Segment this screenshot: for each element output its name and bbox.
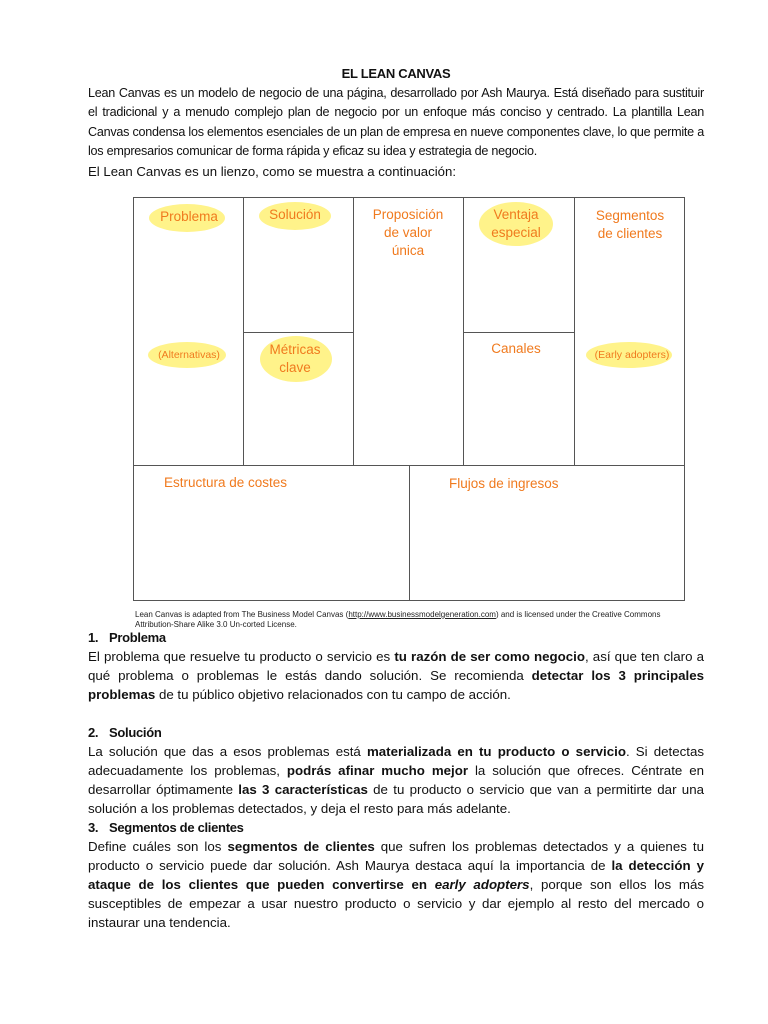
section-paragraph — [88, 742, 704, 818]
section-number: 1. — [88, 630, 99, 645]
bold-run: podrás afinar mucho mejor — [286, 763, 469, 778]
text-run: la solución que ofreces. Céntrate en desarrollar óptimamente — [88, 763, 705, 797]
text-run: , así que ten claro a qué problema o problemas le estás dando solución. Se recomienda — [88, 649, 704, 683]
intro-paragraph: Lean Canvas es un modelo de negocio de una página, desarrollado por Ash Maurya. Está diseñado para sustituir el tradicional y a menudo complejo plan de negocio por un enfoque más conciso y centrado. La plantilla Lean Canvas condensa los elementos esenciales de un plan de empresa en nueve componentes clave, lo que permite a los empresarios comunicar de forma rápida y eficaz su idea y estrategia de negocio. — [88, 86, 704, 158]
label-metricas — [249, 341, 341, 377]
section-paragraph — [88, 647, 704, 704]
lean-canvas-figure — [133, 197, 685, 601]
canvas-caption — [135, 610, 705, 629]
section-title: Segmentos de clientes — [109, 820, 244, 835]
document-title: EL LEAN CANVAS — [341, 66, 451, 81]
text-run: La solución que das a esos problemas está — [88, 744, 367, 759]
section-heading — [88, 628, 704, 647]
section-segmentos — [88, 818, 704, 932]
text-run: . Si detectas adecuadamente los problemas, — [88, 744, 705, 778]
label-problema: Problema — [160, 209, 218, 224]
text-run: que sufren los problemas detectados y a quienes tu producto o servicio puede dar solución. Ash Maurya destaca aquí la importancia de — [88, 839, 704, 873]
label-segmentos-line2: de clientes — [597, 226, 663, 241]
label-metricas-line2: clave — [279, 360, 311, 375]
caption-link[interactable]: http://www.businessmodelgeneration.com — [348, 610, 496, 619]
text-run: de tu producto o servicio que van a permitirte dar una solución a los problemas detectados, y deja el resto para más adelante. — [88, 782, 704, 816]
label-costes: Estructura de costes — [164, 475, 288, 490]
section-solucion — [88, 723, 704, 818]
caption-text-b: ) and is licensed under the Creative Commons — [495, 610, 661, 619]
label-early-adopters: (Early adopters) — [594, 349, 670, 361]
label-segmentos-line1: Segmentos — [595, 208, 665, 223]
text-run: Define cuáles son los — [88, 839, 228, 854]
label-metricas-line1: Métricas — [269, 342, 321, 357]
text-run: El problema que resuelve tu producto o servicio es — [88, 649, 395, 664]
intro-line: El Lean Canvas es un lienzo, como se muestra a continuación: — [88, 164, 456, 179]
bold-run: las 3 características — [238, 782, 368, 797]
label-propuesta-line2: de valor — [383, 225, 433, 240]
text-run: de tu público objetivo relacionados con tu campo de acción. — [155, 687, 511, 702]
bold-run: detectar los 3 principales problemas — [88, 668, 704, 702]
label-ingresos: Flujos de ingresos — [449, 476, 559, 491]
section-title: Problema — [109, 630, 166, 645]
section-heading — [88, 818, 704, 837]
section-paragraph — [88, 837, 704, 932]
cell-problema — [134, 198, 244, 466]
section-title: Solución — [109, 725, 162, 740]
label-canales: Canales — [491, 341, 541, 356]
caption-text-a: Lean Canvas is adapted from The Business Model Canvas ( — [135, 610, 349, 619]
label-segmentos — [578, 207, 682, 243]
label-alternativas: (Alternativas) — [158, 349, 220, 361]
label-ventaja-line1: Ventaja — [493, 207, 539, 222]
section-problema — [88, 628, 704, 704]
label-propuesta — [358, 206, 458, 260]
caption-line2: Attribution-Share Alike 3.0 Un-corted License. — [135, 619, 297, 629]
text-run: , porque son ellos los más susceptibles de empezar a usar nuestro producto o servicio y dar ejemplo al resto del mercado o instaurar una tendencia. — [88, 877, 704, 930]
label-propuesta-line3: única — [391, 243, 425, 258]
label-ventaja — [469, 206, 563, 242]
section-heading — [88, 723, 704, 742]
label-ventaja-line2: especial — [491, 225, 541, 240]
bold-italic-run: early adopters — [434, 877, 530, 892]
label-propuesta-line1: Proposición — [372, 207, 444, 222]
label-solucion: Solución — [269, 207, 321, 222]
bold-run: materializada en tu producto o servicio — [366, 744, 626, 759]
bold-run: tu razón de ser como negocio — [394, 649, 585, 664]
bold-run: la detección y ataque de los clientes que pueden convertirse en — [88, 858, 704, 892]
section-number: 3. — [88, 820, 99, 835]
section-number: 2. — [88, 725, 99, 740]
bold-run: segmentos de clientes — [227, 839, 375, 854]
